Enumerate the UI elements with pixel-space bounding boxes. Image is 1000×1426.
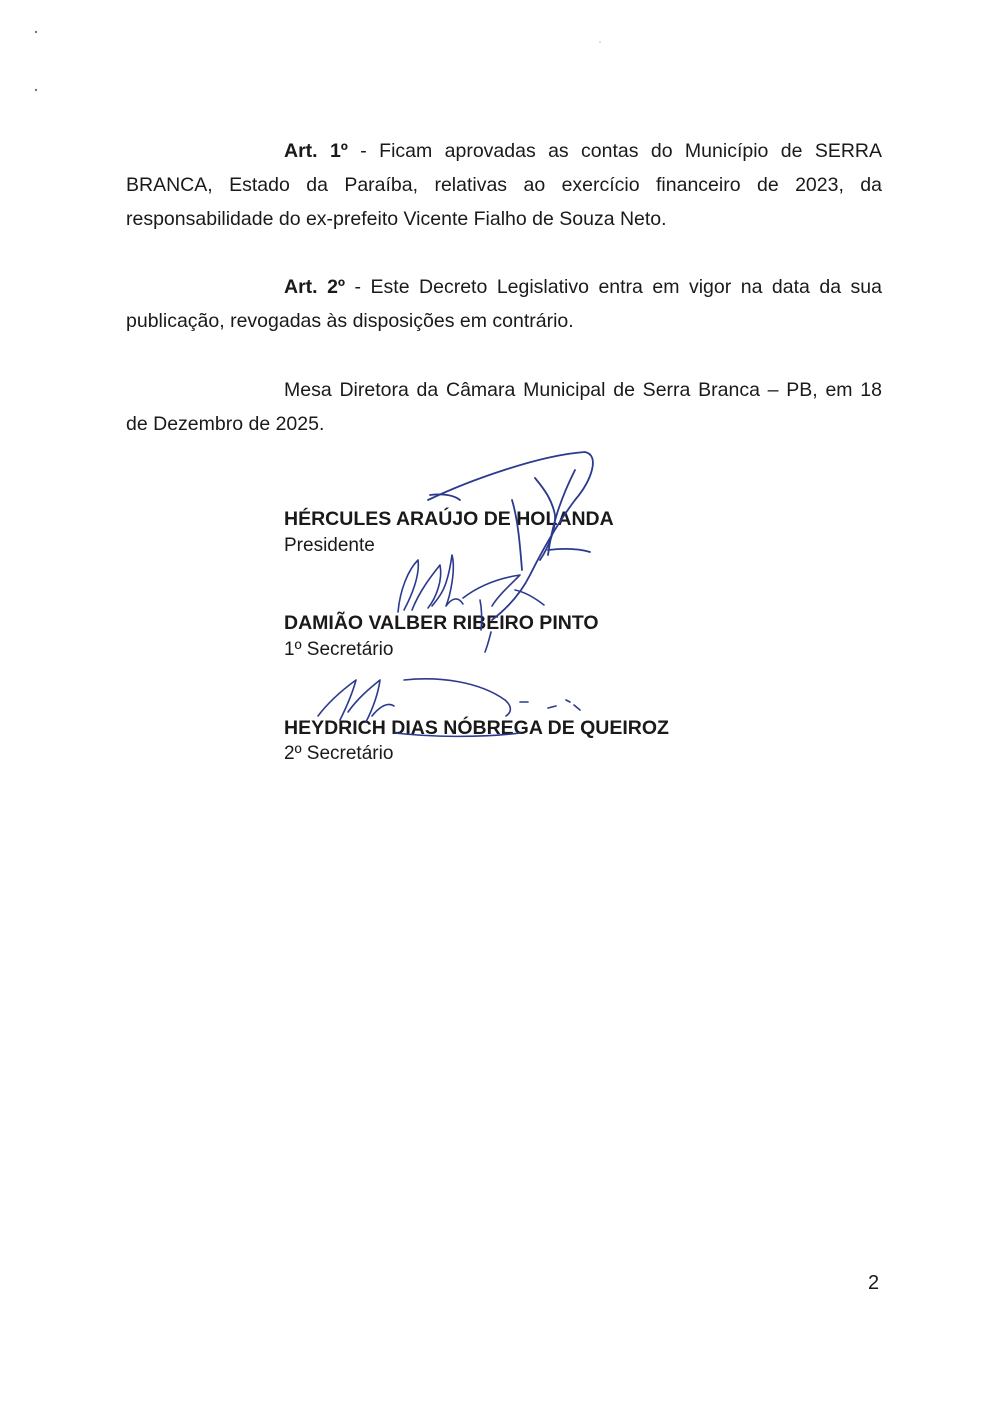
article-2: [126, 270, 882, 338]
signatory-2-name: DAMIÃO VALBER RIBEIRO PINTO: [284, 612, 599, 634]
article-2-text: - Este Decreto Legislativo entra em vigor na data da sua publicação, revogadas às disposições em contrário.: [126, 276, 882, 332]
signatory-3-role: 2º Secretário: [284, 743, 394, 764]
article-2-label: Art. 2º: [284, 276, 346, 298]
page-number: 2: [868, 1272, 880, 1294]
signatory-1-name: HÉRCULES ARAÚJO DE HOLANDA: [284, 508, 614, 530]
signatory-2-role: 1º Secretário: [284, 639, 394, 660]
signature-president: [428, 452, 593, 620]
article-1: [126, 134, 882, 236]
signature-first-secretary: [398, 555, 544, 652]
article-1-label: Art. 1º: [284, 140, 348, 162]
closing-statement: Mesa Diretora da Câmara Municipal de Serra Branca – PB, em 18 de Dezembro de 2025.: [126, 379, 882, 435]
article-1-text: - Ficam aprovadas as contas do Município de SERRA BRANCA, Estado da Paraíba, relativas ao exercício financeiro de 2023, da responsabilidade do ex-prefeito Vicente Fialho de Souza Neto.: [126, 140, 883, 230]
signatory-3-name: HEYDRICH DIAS NÓBREGA DE QUEIROZ: [284, 717, 669, 739]
signatory-1-role: Presidente: [284, 535, 375, 556]
scan-specks: [0, 0, 1000, 120]
